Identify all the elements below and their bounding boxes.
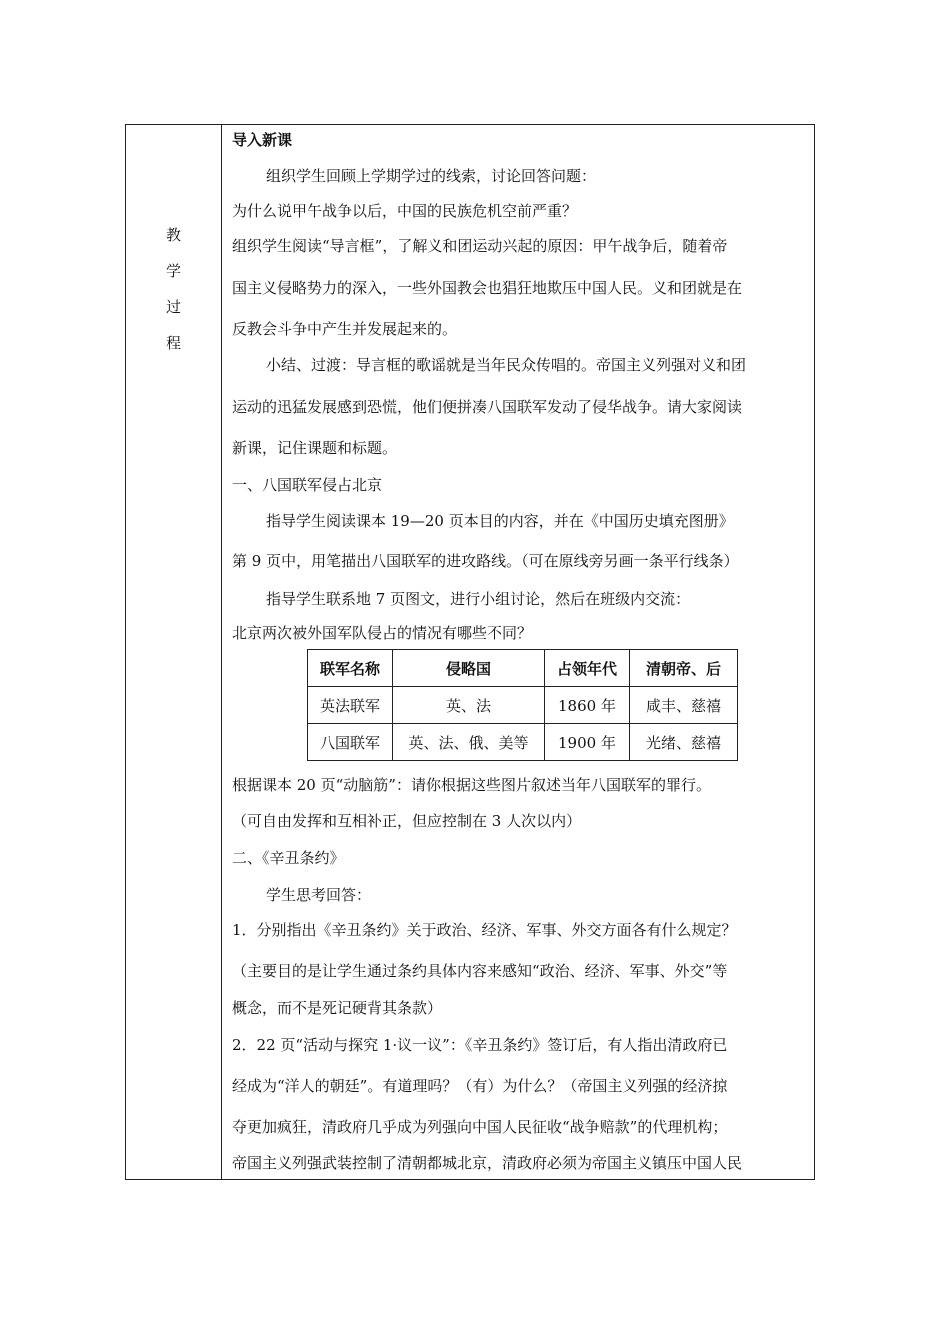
comparison-table: [307, 649, 738, 761]
text-line: 1．分别指出《辛丑条约》关于政治、经济、军事、外交方面各有什么规定？: [232, 921, 737, 939]
text-line: 为什么说甲午战争以后，中国的民族危机空前严重？: [232, 202, 578, 220]
subsection-heading: 二、《辛丑条约》: [232, 849, 345, 867]
table-cell: 八国联军: [308, 724, 393, 761]
table-cell: 1900 年: [545, 724, 630, 761]
text-line: 夺更加疯狂，清政府几乎成为列强向中国人民征收“战争赔款”的代理机构；: [232, 1118, 728, 1136]
table-cell: 英、法、俄、美等: [393, 724, 545, 761]
table-cell: 咸丰、慈禧: [630, 687, 738, 724]
subsection-heading: 一、八国联军侵占北京: [232, 476, 383, 494]
text-line: 2．22 页“活动与探究 1·议一议”：《辛丑条约》签订后，有人指出清政府已: [232, 1036, 728, 1054]
text-line: 根据课本 20 页“动脑筋”：请你根据这些图片叙述当年八国联军的罪行。: [232, 776, 711, 794]
table-header: 清朝帝、后: [630, 650, 738, 687]
text-line: 新课，记住课题和标题。: [232, 439, 398, 457]
text-line: 运动的迅猛发展感到恐慌，他们便拼凑八国联军发动了侵华战争。请大家阅读: [232, 398, 743, 416]
table-cell: 光绪、慈禧: [630, 724, 738, 761]
side-label: [126, 217, 221, 361]
text-line: 组织学生回顾上学期学过的线索，讨论回答问题：: [266, 167, 597, 185]
text-line: （主要目的是让学生通过条约具体内容来感知“政治、经济、军事、外交”等: [232, 962, 728, 980]
section-heading: 导入新课: [232, 131, 293, 149]
text-line: 反教会斗争中产生并发展起来的。: [232, 320, 458, 338]
text-line: 北京两次被外国军队侵占的情况有哪些不同？: [232, 624, 533, 642]
text-line: 指导学生联系地 7 页图文，进行小组讨论，然后在班级内交流：: [266, 590, 691, 608]
text-line: 概念，而不是死记硬背其条款）: [232, 999, 443, 1017]
table-header: 侵略国: [393, 650, 545, 687]
text-line: 学生思考回答：: [266, 886, 372, 904]
table-cell: 1860 年: [545, 687, 630, 724]
text-line: 指导学生阅读课本 19—20 页本目的内容，并在《中国历史填充图册》: [266, 512, 734, 530]
text-line: 国主义侵略势力的深入，一些外国教会也猖狂地欺压中国人民。义和团就是在: [232, 279, 743, 297]
text-line: 第 9 页中，用笔描出八国联军的进攻路线。（可在原线旁另画一条平行线条）: [232, 552, 739, 570]
table-row: [308, 687, 738, 724]
side-char: 过: [165, 298, 181, 316]
text-line: （可自由发挥和互相补正，但应控制在 3 人次以内）: [232, 812, 582, 830]
table-row: [308, 724, 738, 761]
text-line: 帝国主义列强武装控制了清朝都城北京，清政府必须为帝国主义镇压中国人民: [232, 1154, 743, 1172]
column-divider: [221, 125, 222, 1179]
text-line: 经成为“洋人的朝廷”。有道理吗？（有）为什么？（帝国主义列强的经济掠: [232, 1077, 728, 1095]
text-line: 组织学生阅读“导言框”，了解义和团运动兴起的原因：甲午战争后，随着帝: [232, 237, 728, 255]
table-header-row: [308, 650, 738, 687]
table-header: 联军名称: [308, 650, 393, 687]
table-cell: 英、法: [393, 687, 545, 724]
text-line: 小结、过渡：导言框的歌谣就是当年民众传唱的。帝国主义列强对义和团: [266, 356, 747, 374]
table-header: 占领年代: [545, 650, 630, 687]
side-char: 教: [165, 226, 181, 244]
table-cell: 英法联军: [308, 687, 393, 724]
lesson-table: [125, 124, 815, 1180]
side-char: 学: [165, 262, 181, 280]
side-char: 程: [165, 334, 181, 352]
